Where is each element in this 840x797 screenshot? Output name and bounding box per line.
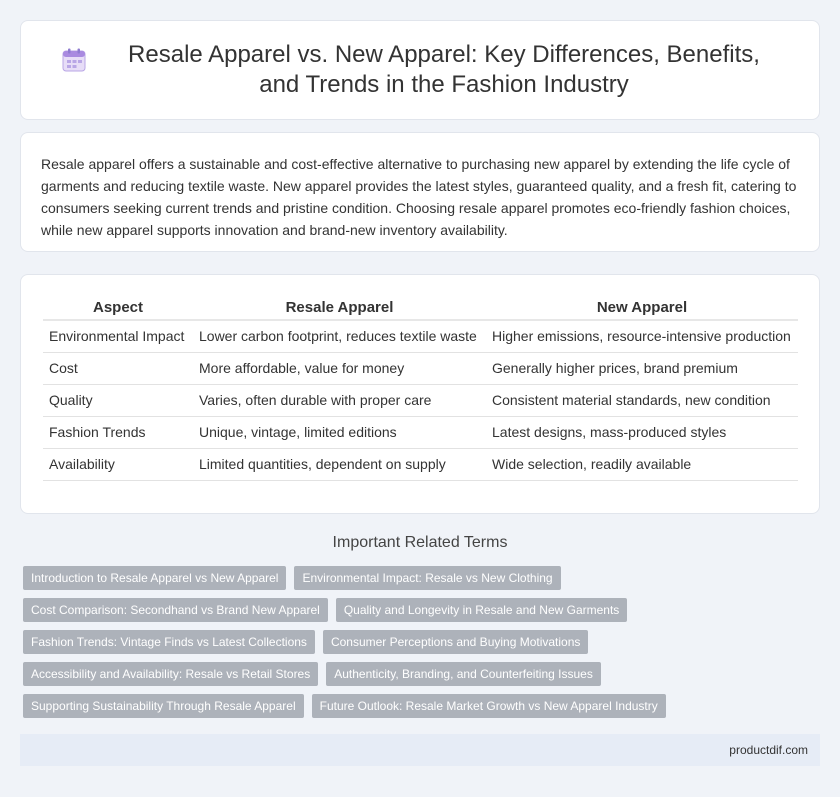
table-cell: Cost — [43, 353, 193, 385]
table-cell: Availability — [43, 449, 193, 481]
table-cell: Varies, often durable with proper care — [193, 385, 486, 417]
table-row — [43, 385, 798, 417]
related-term-link[interactable]: Fashion Trends: Vintage Finds vs Latest Collections — [23, 630, 315, 654]
table-cell: Wide selection, readily available — [486, 449, 798, 481]
table-cell: Higher emissions, resource-intensive production — [486, 320, 798, 353]
table-cell: Fashion Trends — [43, 417, 193, 449]
table-cell: Lower carbon footprint, reduces textile waste — [193, 320, 486, 353]
intro-text: Resale apparel offers a sustainable and cost-effective alternative to purchasing new apparel by extending the life cycle of garments and reducing textile waste. New apparel provides the latest styles, guaranteed quality, and a fresh fit, catering to consumers seeking current trends and pristine condition. Choosing resale apparel promotes eco-friendly fashion choices, while new apparel supports innovation and brand-new inventory availability. — [41, 156, 797, 238]
related-terms-title: Important Related Terms — [332, 534, 508, 551]
page-title: Resale Apparel vs. New Apparel: Key Differences, Benefits, and Trends in the Fashion Industry — [128, 41, 760, 98]
header-aspect: Aspect — [43, 295, 193, 320]
title-wrap — [61, 40, 779, 100]
related-term-link[interactable]: Cost Comparison: Secondhand vs Brand New Apparel — [23, 598, 328, 622]
table-cell: Consistent material standards, new condition — [486, 385, 798, 417]
table-cell: Unique, vintage, limited editions — [193, 417, 486, 449]
related-terms-list — [23, 566, 823, 726]
table-cell: Quality — [43, 385, 193, 417]
table-row — [43, 449, 798, 481]
table-cell: Limited quantities, dependent on supply — [193, 449, 486, 481]
related-term-link[interactable]: Supporting Sustainability Through Resale Apparel — [23, 694, 304, 718]
related-term-link[interactable]: Accessibility and Availability: Resale vs Retail Stores — [23, 662, 318, 686]
related-term-link[interactable]: Consumer Perceptions and Buying Motivations — [323, 630, 588, 654]
header-new: New Apparel — [486, 295, 798, 320]
table-row — [43, 353, 798, 385]
calendar-icon — [61, 47, 87, 73]
table-cell: Generally higher prices, brand premium — [486, 353, 798, 385]
table-header-row — [43, 295, 798, 320]
related-term-link[interactable]: Environmental Impact: Resale vs New Clothing — [294, 566, 560, 590]
table-cell: More affordable, value for money — [193, 353, 486, 385]
footer-site-link[interactable]: productdif.com — [729, 743, 808, 757]
related-term-link[interactable]: Authenticity, Branding, and Counterfeiting Issues — [326, 662, 601, 686]
related-term-link[interactable]: Introduction to Resale Apparel vs New Apparel — [23, 566, 286, 590]
table-row — [43, 320, 798, 353]
comparison-table — [43, 295, 798, 481]
footer — [20, 734, 820, 766]
related-term-link[interactable]: Quality and Longevity in Resale and New Garments — [336, 598, 627, 622]
header-resale: Resale Apparel — [193, 295, 486, 320]
comparison-card — [20, 274, 820, 514]
table-cell: Environmental Impact — [43, 320, 193, 353]
related-term-link[interactable]: Future Outlook: Resale Market Growth vs New Apparel Industry — [312, 694, 666, 718]
table-cell: Latest designs, mass-produced styles — [486, 417, 798, 449]
intro-card — [20, 132, 820, 252]
table-row — [43, 417, 798, 449]
title-card — [20, 20, 820, 120]
